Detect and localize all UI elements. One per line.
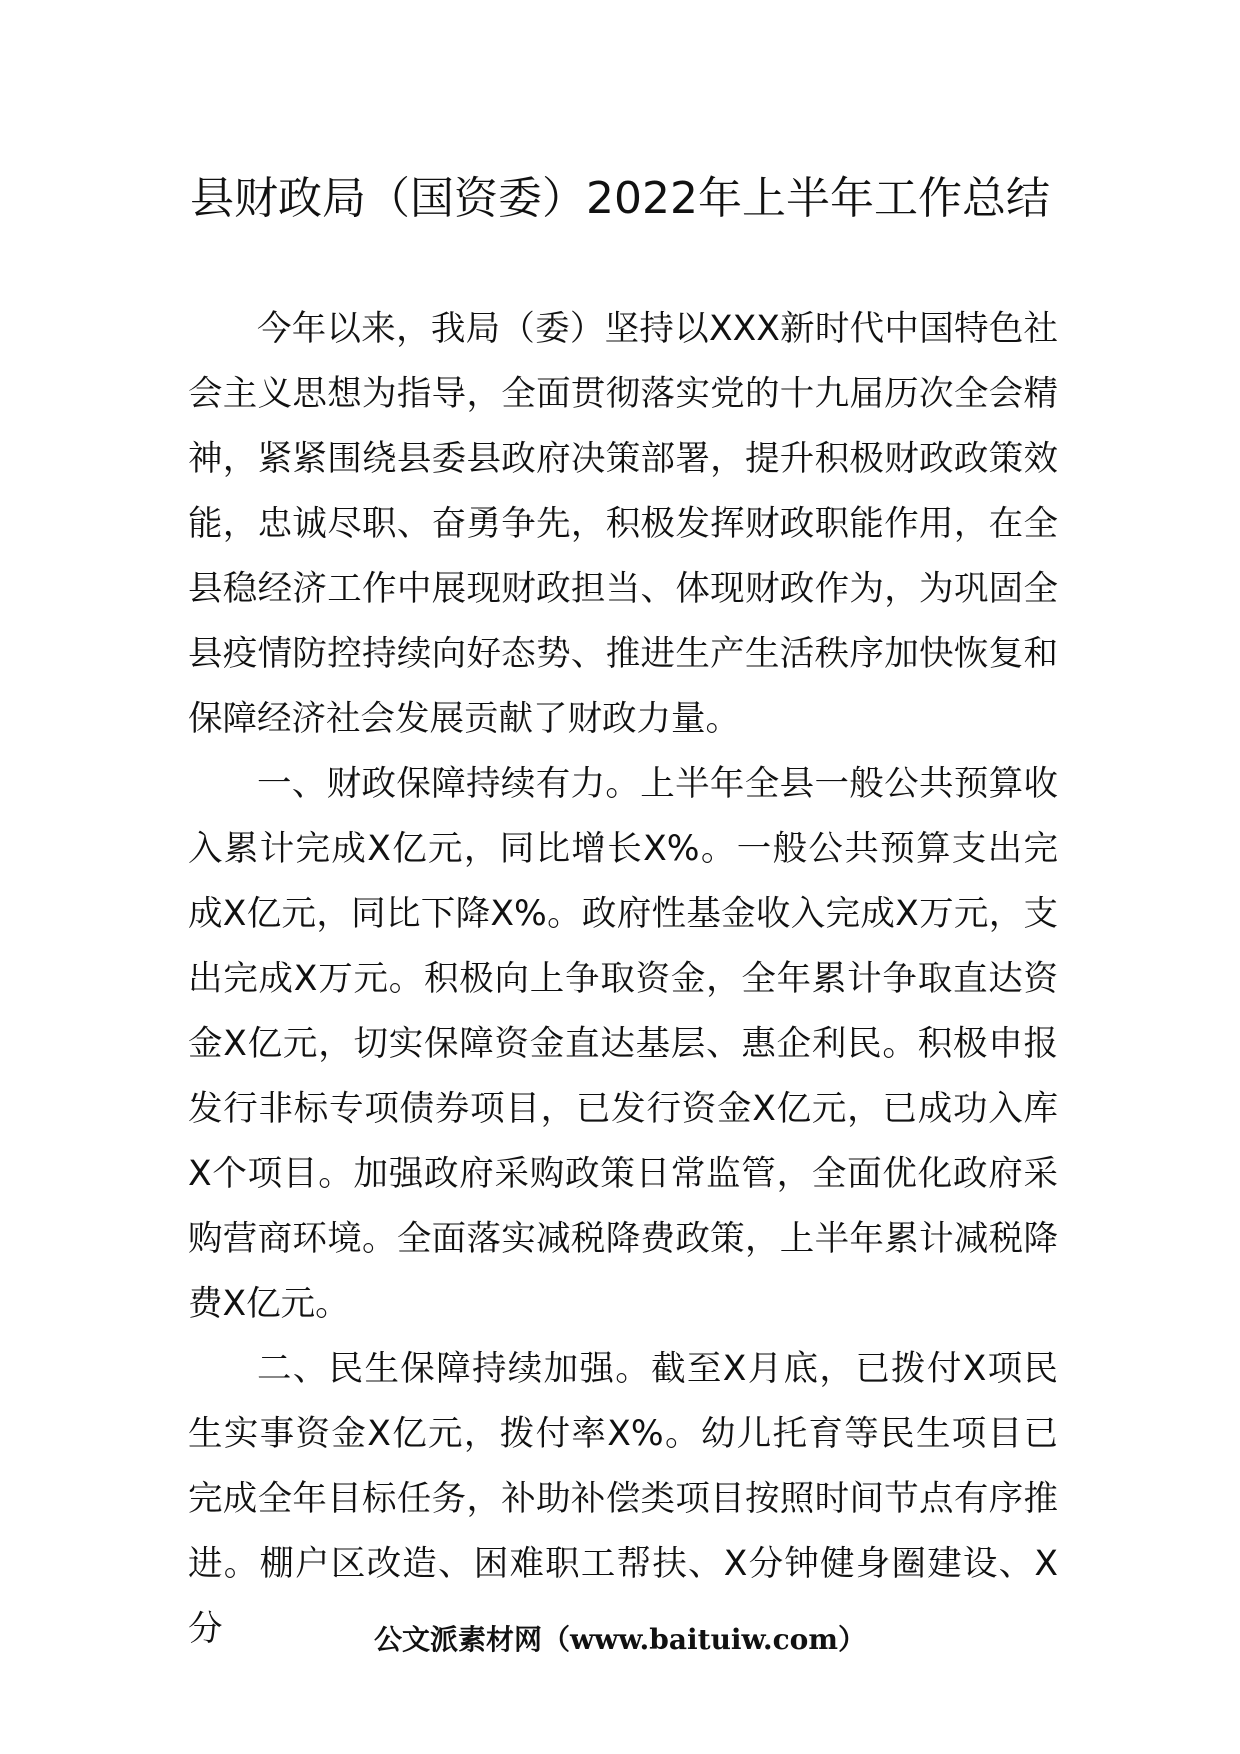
- footer-watermark: 公文派素材网（www.baituiw.com）: [374, 1623, 866, 1656]
- paragraph-livelihood-guarantee: 二、民生保障持续加强。截至X月底，已拨付X项民生实事资金X亿元，拨付率X%。幼儿托育等民生项目已完成全年目标任务，补助补偿类项目按照时间节点有序推进。棚户区改造、困难职工帮扶、X分钟健身圈建设、X分: [188, 1349, 1058, 1649]
- document-title: 县财政局（国资委）2022年上半年工作总结: [190, 173, 1050, 224]
- paragraph-fiscal-guarantee: 一、财政保障持续有力。上半年全县一般公共预算收入累计完成X亿元，同比增长X%。一般公共预算支出完成X亿元，同比下降X%。政府性基金收入完成X万元，支出完成X万元。积极向上争取资金，全年累计争取直达资金X亿元，切实保障资金直达基层、惠企利民。积极申报发行非标专项债券项目，已发行资金X亿元，已成功入库X个项目。加强政府采购政策日常监管，全面优化政府采购营商环境。全面落实减税降费政策，上半年累计减税降费X亿元。: [188, 764, 1058, 1324]
- paragraph-intro: 今年以来，我局（委）坚持以XXX新时代中国特色社会主义思想为指导，全面贯彻落实党的十九届历次全会精神，紧紧围绕县委县政府决策部署，提升积极财政政策效能，忠诚尽职、奋勇争先，积极发挥财政职能作用，在全县稳经济工作中展现财政担当、体现财政作为，为巩固全县疫情防控持续向好态势、推进生产生活秩序加快恢复和保障经济社会发展贡献了财政力量。: [188, 309, 1058, 739]
- document-body: [188, 297, 1058, 1662]
